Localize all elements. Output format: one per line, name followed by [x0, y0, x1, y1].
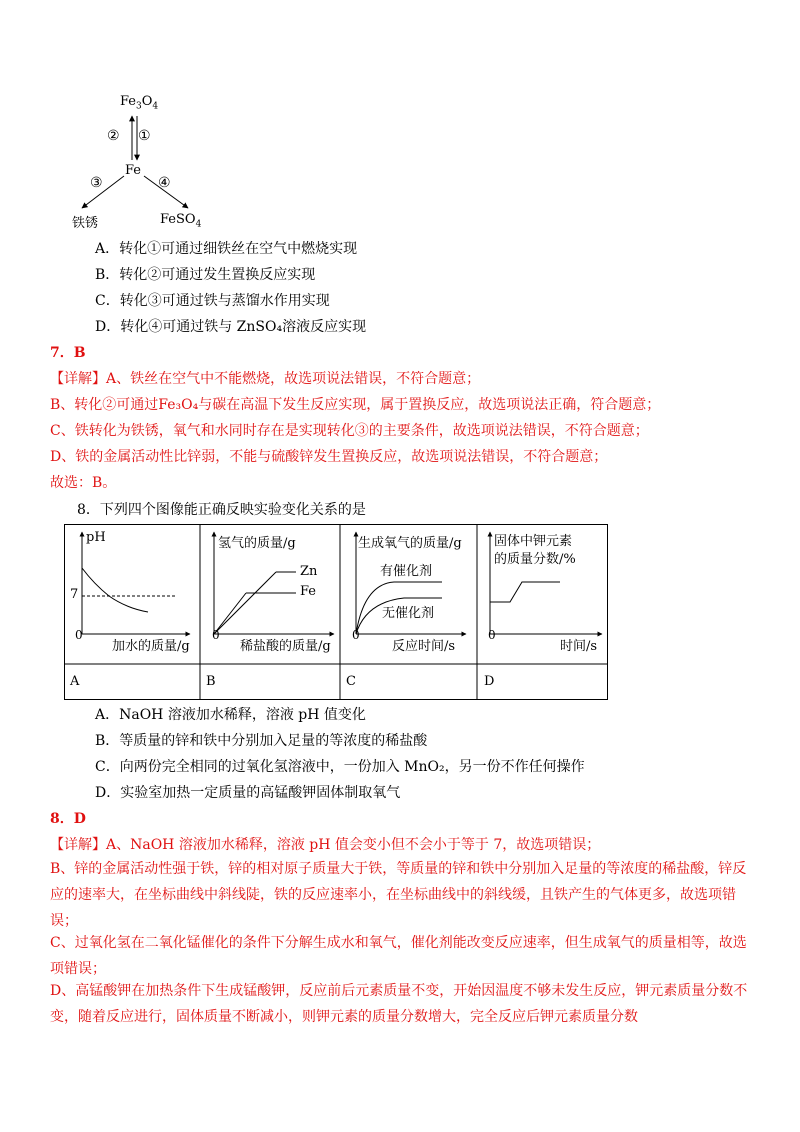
label-step2: ② [107, 128, 120, 144]
q7-explain-b: B、转化②可通过Fe₃O₄与碳在高温下发生反应实现，属于置换反应，故选项说法正确，符合题意； [50, 397, 661, 413]
graph-d-ylabel-2: 的质量分数/% [494, 552, 576, 567]
diagram-arrows [60, 100, 210, 220]
q8-option-c: C．向两份完全相同的过氧化氢溶液中，一份加入 MnO₂，另一份不作任何操作 [95, 759, 585, 775]
graph-b-fe: Fe [300, 584, 317, 599]
q7-explain-c: C、铁转化为铁锈，氧气和水同时存在是实现转化③的主要条件，故选项说法错误，不符合题意； [50, 423, 649, 439]
q7-option-b: B．转化②可通过发生置换反应实现 [95, 267, 316, 283]
cell-label-a: A [70, 674, 80, 689]
graph-c-bottom-curve: 无催化剂 [382, 606, 435, 621]
node-fe: Fe [125, 163, 142, 178]
cell-label-c: C [346, 674, 356, 689]
label-step1: ① [138, 128, 151, 144]
q7-conclusion: 故选：B。 [50, 475, 117, 491]
q8-stem: 8．下列四个图像能正确反映实验变化关系的是 [77, 502, 366, 518]
graph-b-ylabel: 氢气的质量/g [218, 536, 296, 551]
q8-option-b: B．等质量的锌和铁中分别加入足量的等浓度的稀盐酸 [95, 733, 428, 749]
q7-option-d: D．转化④可通过铁与 ZnSO₄溶液反应实现 [95, 319, 367, 335]
q8-explain-b: B、锌的金属活动性强于铁，锌的相对原子质量大于铁，等质量的锌和铁中分别加入足量的等浓度的稀盐酸，锌反应的速率大，在坐标曲线中斜线陡，铁的反应速率小，在坐标曲线中的斜线缓，且铁产生的气体更多，故选项错误； [50, 861, 747, 929]
q7-answer: 7．B [50, 345, 86, 361]
graph-d-origin: 0 [488, 628, 496, 642]
label-step4: ④ [158, 175, 171, 191]
graph-b-xlabel: 稀盐酸的质量/g [240, 639, 331, 654]
graph-c-origin: 0 [352, 628, 360, 642]
graph-a-seven: 7 [70, 587, 79, 602]
q8-explain-a: 【详解】A、NaOH 溶液加水稀释，溶液 pH 值会变小但不会小于等于 7，故选项错误； [50, 837, 601, 853]
q7-option-c: C．转化③可通过铁与蒸馏水作用实现 [95, 293, 330, 309]
q7-explain-a: 【详解】A、铁丝在空气中不能燃烧，故选项说法错误，不符合题意； [50, 371, 481, 387]
q8-option-a: A．NaOH 溶液加水稀释，溶液 pH 值变化 [95, 707, 366, 723]
node-rust: 铁锈 [72, 216, 99, 231]
graph-d-xlabel: 时间/s [560, 639, 598, 654]
q8-option-d: D．实验室加热一定质量的高锰酸钾固体制取氧气 [95, 785, 401, 801]
cell-label-b: B [206, 674, 216, 689]
label-step3: ③ [90, 175, 103, 191]
cell-label-d: D [484, 674, 495, 689]
graph-b-zn: Zn [300, 564, 318, 579]
graph-b-origin: 0 [212, 628, 220, 642]
graph-c-ylabel: 生成氧气的质量/g [358, 536, 462, 551]
node-feso4: FeSO$_4$ [160, 212, 202, 230]
q8-answer: 8．D [50, 811, 86, 827]
node-fe3o4: $Fe_3O_4$ [120, 94, 159, 112]
q8-explain-c: C、过氧化氢在二氧化锰催化的条件下分解生成水和氧气，催化剂能改变反应速率，但生成氧气的质量相等，故选项错误； [50, 935, 747, 977]
graph-a-origin: 0 [75, 628, 83, 642]
q7-explain-d: D、铁的金属活动性比锌弱，不能与硫酸锌发生置换反应，故选项说法错误，不符合题意； [50, 449, 608, 465]
graph-c-xlabel: 反应时间/s [392, 639, 456, 654]
graph-c-top-curve: 有催化剂 [380, 564, 433, 579]
graph-a-ylabel: pH [86, 530, 106, 545]
q7-option-a: A．转化①可通过细铁丝在空气中燃烧实现 [95, 241, 358, 257]
graph-d-ylabel-1: 固体中钾元素 [494, 534, 573, 549]
graph-a-xlabel: 加水的质量/g [112, 639, 190, 654]
q8-explain-d: D、高锰酸钾在加热条件下生成锰酸钾，反应前后元素质量不变，开始因温度不够未发生反应，钾元素质量分数不变，随着反应进行，固体质量不断减小，则钾元素的质量分数增大，完全反应后钾元素质量分数 [50, 983, 748, 1025]
